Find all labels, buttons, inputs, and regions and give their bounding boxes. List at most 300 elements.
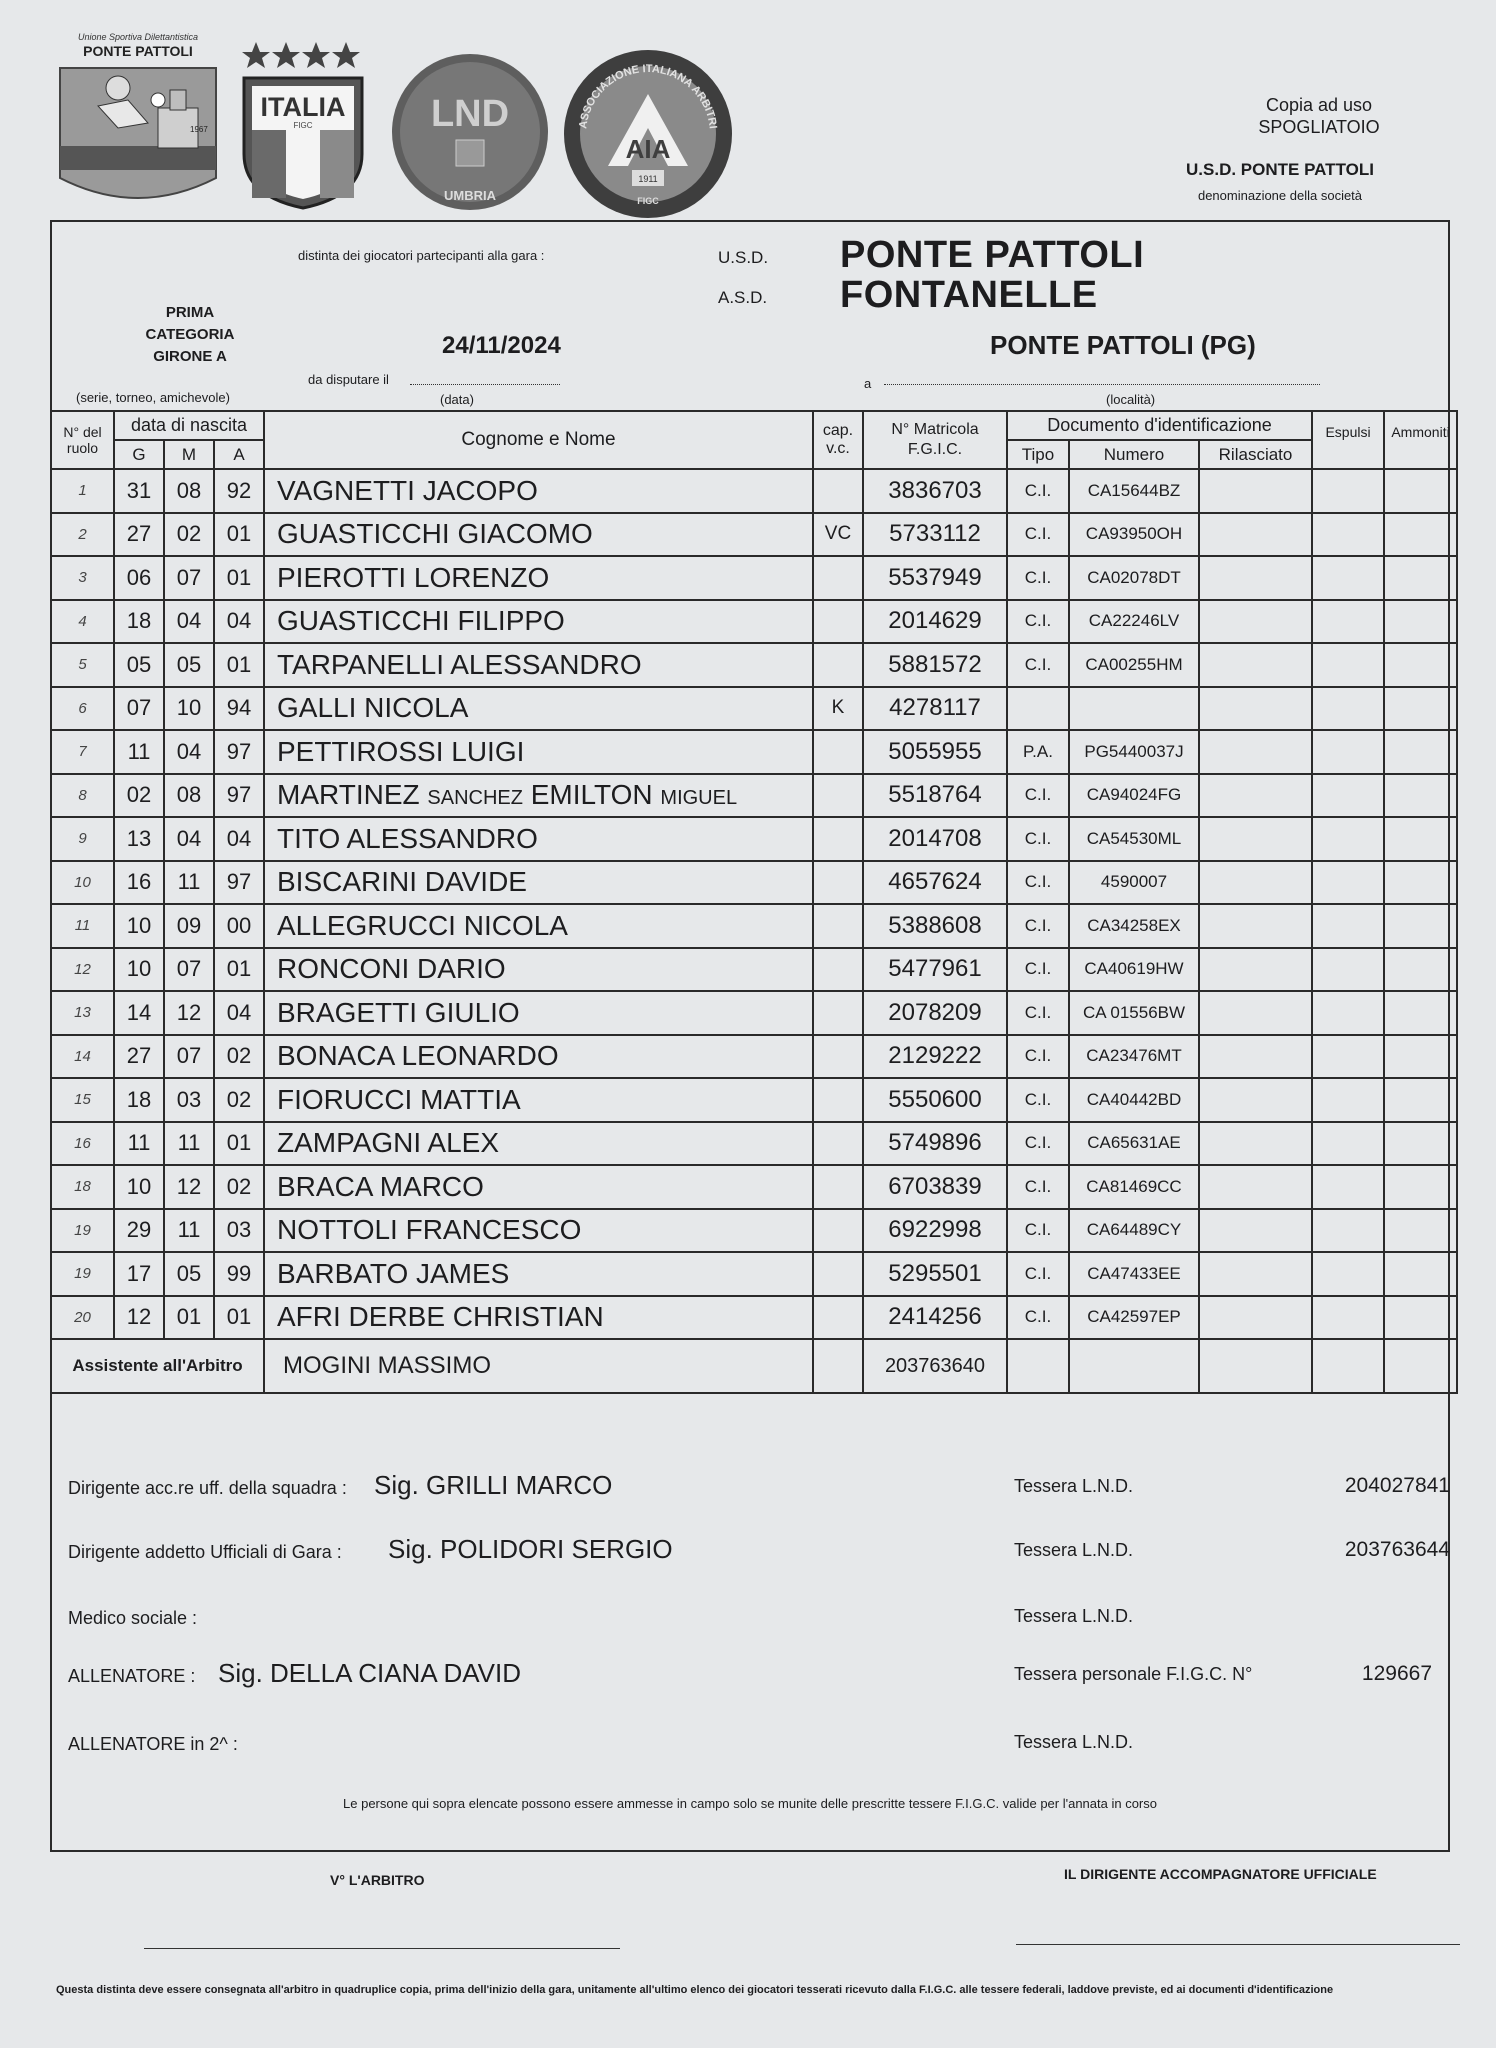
official-name: Sig. GRILLI MARCO [374,1470,613,1500]
player-doc-type: C.I. [1007,1209,1069,1253]
player-birth-day: 10 [114,948,164,992]
player-doc-rilasciato [1199,1035,1312,1079]
player-birth-year: 02 [214,1078,264,1122]
player-cap [813,991,863,1035]
player-doc-number: CA42597EP [1069,1296,1199,1340]
player-matricola: 2014629 [863,600,1007,644]
official-label: Dirigente addetto Ufficiali di Gara : [68,1542,342,1562]
lnd-text: LND [430,93,510,135]
dirigente-signature-line [1016,1944,1460,1945]
player-espulsi [1312,1296,1384,1340]
player-birth-day: 05 [114,643,164,687]
player-name: FIORUCCI MATTIA [264,1078,813,1122]
player-doc-number: CA15644BZ [1069,469,1199,513]
player-cap [813,600,863,644]
col-tipo: Tipo [1007,440,1069,469]
player-espulsi [1312,469,1384,513]
player-row [51,861,1457,905]
player-name: GUASTICCHI FILIPPO [264,600,813,644]
player-cap [813,643,863,687]
player-birth-month: 04 [164,600,214,644]
player-name: BONACA LEONARDO [264,1035,813,1079]
player-birth-day: 12 [114,1296,164,1340]
player-name: BISCARINI DAVIDE [264,861,813,905]
player-doc-number: CA 01556BW [1069,991,1199,1035]
player-birth-year: 01 [214,1296,264,1340]
player-birth-month: 08 [164,774,214,818]
official-label: Dirigente acc.re uff. della squadra : [68,1478,347,1498]
col-a: A [214,440,264,469]
player-birth-day: 10 [114,904,164,948]
player-doc-rilasciato [1199,469,1312,513]
player-doc-number: CA22246LV [1069,600,1199,644]
player-name-part: SANCHEZ [427,787,523,810]
player-doc-type: C.I. [1007,1122,1069,1166]
a-label: a [864,376,872,391]
player-row [51,1209,1457,1253]
player-name-part: MIGUEL [660,787,738,810]
player-birth-day: 18 [114,1078,164,1122]
player-ruolo: 18 [51,1165,114,1209]
player-birth-year: 94 [214,687,264,731]
player-espulsi [1312,556,1384,600]
player-doc-number: CA93950OH [1069,513,1199,557]
player-birth-year: 97 [214,861,264,905]
player-matricola: 5388608 [863,904,1007,948]
player-doc-type: P.A. [1007,730,1069,774]
player-ammoniti [1384,600,1457,644]
player-birth-year: 01 [214,1122,264,1166]
player-espulsi [1312,1209,1384,1253]
player-matricola: 2129222 [863,1035,1007,1079]
player-birth-year: 97 [214,730,264,774]
player-birth-year: 04 [214,991,264,1035]
player-name: TITO ALESSANDRO [264,817,813,861]
player-matricola: 5295501 [863,1252,1007,1296]
category-line2: CATEGORIA [145,326,235,343]
player-cap [813,948,863,992]
official-name: Sig. POLIDORI SERGIO [388,1534,673,1564]
player-ruolo: 2 [51,513,114,557]
player-name: NOTTOLI FRANCESCO [264,1209,813,1253]
player-birth-month: 11 [164,861,214,905]
player-doc-rilasciato [1199,1296,1312,1340]
player-espulsi [1312,1122,1384,1166]
player-birth-year: 00 [214,904,264,948]
player-row [51,1035,1457,1079]
official-tessera-label: Tessera personale F.I.G.C. N° [1014,1664,1253,1684]
player-matricola: 2014708 [863,817,1007,861]
player-ammoniti [1384,1122,1457,1166]
player-ruolo: 9 [51,817,114,861]
player-ammoniti [1384,513,1457,557]
player-birth-year: 01 [214,513,264,557]
player-cap [813,1165,863,1209]
player-ruolo: 16 [51,1122,114,1166]
player-birth-day: 27 [114,1035,164,1079]
player-ammoniti [1384,1209,1457,1253]
category [110,302,270,368]
player-ammoniti [1384,1252,1457,1296]
player-matricola: 3836703 [863,469,1007,513]
player-birth-month: 09 [164,904,214,948]
player-birth-year: 92 [214,469,264,513]
player-row [51,513,1457,557]
match-date: 24/11/2024 [442,332,561,359]
player-cap [813,817,863,861]
player-cap [813,469,863,513]
player-espulsi [1312,643,1384,687]
player-espulsi [1312,1078,1384,1122]
player-row [51,991,1457,1035]
player-row [51,1252,1457,1296]
player-cap [813,1296,863,1340]
aia-year: 1911 [638,174,658,184]
assistant-row [51,1339,1457,1393]
player-birth-month: 07 [164,948,214,992]
assistant-name: MOGINI MASSIMO [264,1339,813,1393]
aia-logo [562,48,734,220]
club-logo-line1: Unione Sportiva Dilettantistica [77,32,199,42]
figc-small-text: FIGC [293,121,313,130]
player-row [51,1078,1457,1122]
official-label: ALLENATORE in 2^ : [68,1734,238,1754]
player-doc-number: CA65631AE [1069,1122,1199,1166]
player-birth-month: 08 [164,469,214,513]
player-birth-month: 10 [164,687,214,731]
player-birth-month: 04 [164,730,214,774]
player-name: VAGNETTI JACOPO [264,469,813,513]
assistant-label: Assistente all'Arbitro [51,1339,264,1393]
player-ruolo: 11 [51,904,114,948]
aia-ring-text: ASSOCIAZIONE ITALIANA ARBITRI [577,62,719,130]
player-birth-month: 07 [164,556,214,600]
aia-text: AIA [625,134,671,164]
player-cap: K [813,687,863,731]
col-numero: Numero [1069,440,1199,469]
player-name: ZAMPAGNI ALEX [264,1122,813,1166]
player-birth-month: 05 [164,643,214,687]
player-birth-year: 99 [214,1252,264,1296]
player-doc-type: C.I. [1007,861,1069,905]
player-birth-day: 11 [114,730,164,774]
player-doc-rilasciato [1199,600,1312,644]
player-matricola: 4657624 [863,861,1007,905]
player-ruolo: 14 [51,1035,114,1079]
player-ruolo: 4 [51,600,114,644]
player-doc-number: CA02078DT [1069,556,1199,600]
player-doc-type: C.I. [1007,469,1069,513]
player-ammoniti [1384,1035,1457,1079]
player-espulsi [1312,687,1384,731]
player-matricola: 5881572 [863,643,1007,687]
official-label: Medico sociale : [68,1608,198,1628]
player-ammoniti [1384,861,1457,905]
player-name: PIEROTTI LORENZO [264,556,813,600]
player-doc-number: CA34258EX [1069,904,1199,948]
player-name: BARBATO JAMES [264,1252,813,1296]
player-birth-month: 11 [164,1209,214,1253]
col-ruolo: N° del ruolo [51,411,114,469]
player-doc-type: C.I. [1007,513,1069,557]
player-matricola: 5537949 [863,556,1007,600]
player-matricola: 2414256 [863,1296,1007,1340]
copy-note [1236,94,1402,138]
player-name: BRAGETTI GIULIO [264,991,813,1035]
player-matricola: 4278117 [863,687,1007,731]
player-cap [813,1122,863,1166]
player-doc-type [1007,687,1069,731]
data-caption: (data) [440,392,474,407]
player-ruolo: 19 [51,1252,114,1296]
player-doc-number: 4590007 [1069,861,1199,905]
player-ruolo: 8 [51,774,114,818]
player-row [51,600,1457,644]
player-birth-day: 13 [114,817,164,861]
player-doc-type: C.I. [1007,991,1069,1035]
player-doc-number: CA64489CY [1069,1209,1199,1253]
player-doc-type: C.I. [1007,817,1069,861]
umbria-text: UMBRIA [444,188,496,203]
aia-figc: FIGC [637,196,659,206]
player-doc-rilasciato [1199,948,1312,992]
distinta-label: distinta dei giocatori partecipanti alla gara : [298,248,545,263]
player-doc-rilasciato [1199,1252,1312,1296]
da-disputare-label: da disputare il [308,372,389,387]
category-line1: PRIMA [165,304,215,321]
club-logo [58,28,218,208]
player-birth-year: 01 [214,556,264,600]
col-matricola: N° Matricola F.G.I.C. [863,411,1007,469]
official-tessera-label: Tessera L.N.D. [1014,1476,1134,1496]
player-doc-number [1069,687,1199,731]
player-cap [813,774,863,818]
col-nome: Cognome e Nome [264,411,813,469]
col-ammoniti: Ammoniti [1384,411,1457,469]
player-cap [813,1209,863,1253]
player-ammoniti [1384,817,1457,861]
player-doc-type: C.I. [1007,1078,1069,1122]
col-nascita: data di nascita [114,411,264,440]
player-birth-day: 06 [114,556,164,600]
official-tessera-number: 204027841 [1344,1474,1450,1497]
official-tessera-number: 203763644 [1344,1538,1450,1561]
player-birth-day: 29 [114,1209,164,1253]
player-espulsi [1312,948,1384,992]
player-ruolo: 3 [51,556,114,600]
player-cap [813,904,863,948]
italia-figc-logo [236,34,370,210]
player-row [51,1165,1457,1209]
player-birth-month: 12 [164,1165,214,1209]
serie-caption: (serie, torneo, amichevole) [76,390,230,405]
player-doc-type: C.I. [1007,904,1069,948]
player-ruolo: 1 [51,469,114,513]
player-doc-type: C.I. [1007,1035,1069,1079]
player-matricola: 5518764 [863,774,1007,818]
player-birth-year: 04 [214,817,264,861]
player-ruolo: 13 [51,991,114,1035]
col-g: G [114,440,164,469]
player-name: BRACA MARCO [264,1165,813,1209]
player-doc-rilasciato [1199,991,1312,1035]
player-birth-month: 12 [164,991,214,1035]
col-documento: Documento d'identificazione [1007,411,1312,440]
player-doc-rilasciato [1199,904,1312,948]
player-ammoniti [1384,1165,1457,1209]
player-birth-day: 17 [114,1252,164,1296]
player-birth-day: 31 [114,469,164,513]
player-doc-rilasciato [1199,1122,1312,1166]
player-doc-rilasciato [1199,774,1312,818]
copy-line2: SPOGLIATOIO [1258,117,1380,137]
asd-label: A.S.D. [718,288,768,307]
player-name: GALLI NICOLA [264,687,813,731]
player-ammoniti [1384,469,1457,513]
player-doc-rilasciato [1199,687,1312,731]
player-birth-year: 03 [214,1209,264,1253]
player-cap [813,730,863,774]
player-doc-type: C.I. [1007,643,1069,687]
player-matricola: 6703839 [863,1165,1007,1209]
player-ruolo: 5 [51,643,114,687]
player-row [51,774,1457,818]
player-birth-day: 18 [114,600,164,644]
player-birth-year: 01 [214,948,264,992]
player-doc-type: C.I. [1007,774,1069,818]
player-matricola: 5550600 [863,1078,1007,1122]
player-ruolo: 15 [51,1078,114,1122]
player-matricola: 5055955 [863,730,1007,774]
player-row [51,817,1457,861]
player-ruolo: 7 [51,730,114,774]
player-ammoniti [1384,1296,1457,1340]
player-doc-type: C.I. [1007,1252,1069,1296]
player-doc-rilasciato [1199,1165,1312,1209]
player-cap [813,861,863,905]
player-ammoniti [1384,730,1457,774]
player-matricola: 2078209 [863,991,1007,1035]
player-doc-number: PG5440037J [1069,730,1199,774]
player-doc-rilasciato [1199,1078,1312,1122]
player-birth-day: 02 [114,774,164,818]
player-ruolo: 20 [51,1296,114,1340]
player-doc-rilasciato [1199,556,1312,600]
player-espulsi [1312,1252,1384,1296]
col-m: M [164,440,214,469]
player-name-part: MARTINEZ [277,779,420,811]
official-tessera-number: 129667 [1361,1662,1432,1685]
player-doc-type: C.I. [1007,600,1069,644]
player-birth-year: 97 [214,774,264,818]
player-espulsi [1312,513,1384,557]
player-doc-rilasciato [1199,513,1312,557]
player-doc-number: CA40619HW [1069,948,1199,992]
player-espulsi [1312,774,1384,818]
player-birth-month: 02 [164,513,214,557]
date-dotted-line [410,384,560,385]
player-cap [813,1078,863,1122]
player-row [51,1122,1457,1166]
player-birth-day: 27 [114,513,164,557]
player-row [51,1296,1457,1340]
player-birth-month: 04 [164,817,214,861]
player-birth-month: 01 [164,1296,214,1340]
players-table [50,410,1458,1394]
player-doc-rilasciato [1199,817,1312,861]
player-name: TARPANELLI ALESSANDRO [264,643,813,687]
player-name: GUASTICCHI GIACOMO [264,513,813,557]
player-name: RONCONI DARIO [264,948,813,992]
player-name-part: EMILTON [530,779,653,811]
player-doc-number: CA81469CC [1069,1165,1199,1209]
player-ruolo: 12 [51,948,114,992]
assistant-matricola: 203763640 [863,1339,1007,1393]
player-ammoniti [1384,904,1457,948]
player-cap: VC [813,513,863,557]
lnd-umbria-logo [386,52,554,212]
player-row [51,643,1457,687]
player-birth-year: 02 [214,1165,264,1209]
player-doc-number: CA00255HM [1069,643,1199,687]
player-cap [813,1252,863,1296]
player-ammoniti [1384,556,1457,600]
player-ammoniti [1384,687,1457,731]
player-birth-day: 16 [114,861,164,905]
player-row [51,687,1457,731]
player-espulsi [1312,904,1384,948]
player-ammoniti [1384,948,1457,992]
player-cap [813,1035,863,1079]
col-espulsi: Espulsi [1312,411,1384,469]
location-dotted-line [884,384,1320,385]
official-label: ALLENATORE : [68,1666,196,1686]
player-doc-rilasciato [1199,730,1312,774]
player-row [51,730,1457,774]
player-birth-month: 03 [164,1078,214,1122]
official-tessera-label: Tessera L.N.D. [1014,1540,1134,1560]
player-ammoniti [1384,643,1457,687]
notice-text: Le persone qui sopra elencate possono essere ammesse in campo solo se munite delle prescritte tessere F.I.G.C. valide per l'annata in corso [343,1796,1157,1811]
player-doc-type: C.I. [1007,948,1069,992]
player-espulsi [1312,730,1384,774]
player-doc-type: C.I. [1007,1296,1069,1340]
usd-label: U.S.D. [718,248,769,267]
player-row [51,469,1457,513]
player-ammoniti [1384,1078,1457,1122]
player-row [51,904,1457,948]
player-espulsi [1312,861,1384,905]
player-matricola: 5749896 [863,1122,1007,1166]
player-name: AFRI DERBE CHRISTIAN [264,1296,813,1340]
col-rilasciato: Rilasciato [1199,440,1312,469]
official-name: Sig. DELLA CIANA DAVID [218,1658,521,1688]
player-doc-rilasciato [1199,861,1312,905]
player-espulsi [1312,817,1384,861]
player-row [51,556,1457,600]
player-doc-number: CA40442BD [1069,1078,1199,1122]
society-caption: denominazione della società [1197,188,1363,203]
official-tessera-label: Tessera L.N.D. [1014,1732,1134,1752]
player-name [264,774,813,818]
player-matricola: 5733112 [863,513,1007,557]
player-name: ALLEGRUCCI NICOLA [264,904,813,948]
player-birth-day: 14 [114,991,164,1035]
player-espulsi [1312,991,1384,1035]
copy-line1: Copia ad uso [1265,95,1373,115]
localita-caption: (località) [1106,392,1156,407]
category-line3: GIRONE A [153,348,227,365]
